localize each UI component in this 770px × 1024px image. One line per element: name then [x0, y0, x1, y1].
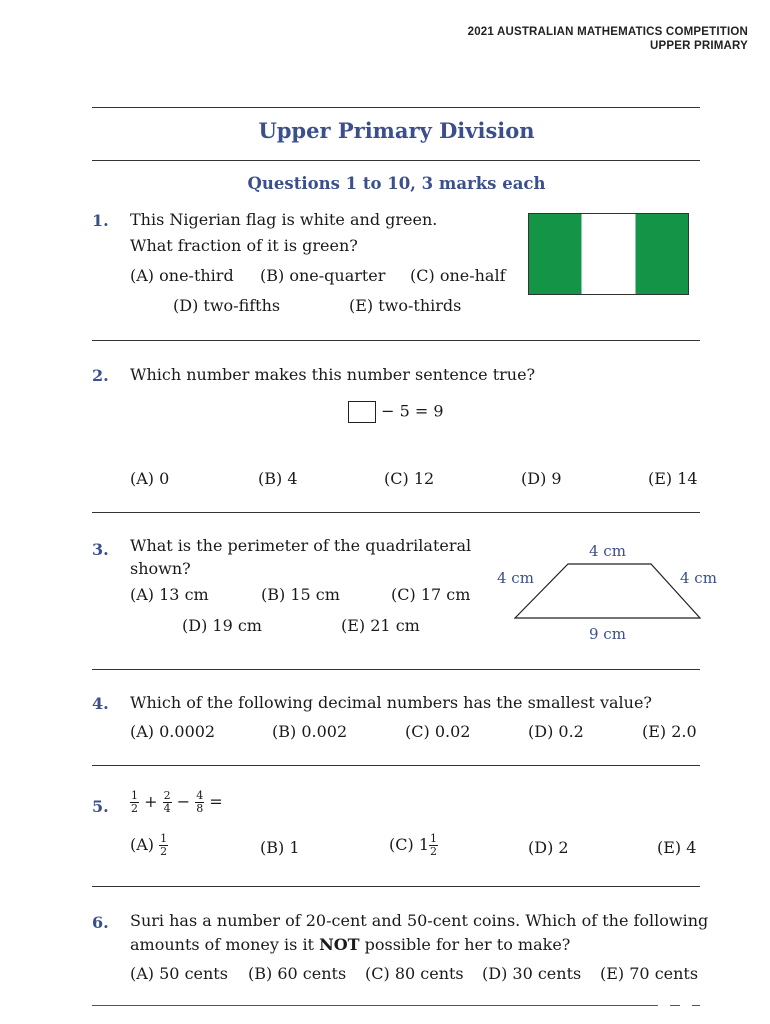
question-text-line1: Suri has a number of 20-cent and 50-cent coins. Which of the following — [130, 911, 709, 930]
question-number: 3. — [92, 540, 109, 559]
question-text-line2: amounts of money is it NOT possible for her to make? — [130, 935, 571, 954]
question-text-line2: shown? — [130, 559, 191, 578]
option-a: (A) 13 cm — [130, 585, 209, 604]
divider-dash — [692, 1005, 700, 1006]
option-d: (D) 2 — [528, 838, 569, 857]
divider — [92, 107, 700, 108]
option-c: (C) one-half — [410, 266, 506, 285]
question-text-line2: What fraction of it is green? — [130, 236, 358, 255]
option-a: (A) 0.0002 — [130, 722, 216, 741]
flag-green-band-right — [636, 214, 689, 295]
option-e: (E) two-thirds — [349, 296, 462, 315]
option-d: (D) 9 — [521, 469, 562, 488]
option-a: (A) one-third — [130, 266, 234, 285]
flag-white-band — [582, 214, 636, 295]
trapezoid-diagram — [505, 555, 710, 625]
question-text: Which number makes this number sentence true? — [130, 365, 536, 384]
option-d: (D) two-fifths — [173, 296, 281, 315]
option-b: (B) 0.002 — [272, 722, 348, 741]
option-d: (D) 30 cents — [482, 964, 582, 983]
question-text: Which of the following decimal numbers has the smallest value? — [130, 693, 652, 712]
option-c: (C) 80 cents — [365, 964, 464, 983]
division-title: Upper Primary Division — [258, 118, 535, 143]
option-a: (A) 0 — [130, 469, 170, 488]
option-d: (D) 0.2 — [528, 722, 584, 741]
option-c: (C) 12 — [384, 469, 435, 488]
divider — [92, 1005, 658, 1006]
nigerian-flag-icon — [528, 213, 690, 295]
header-title: 2021 AUSTRALIAN MATHEMATICS COMPETITION — [467, 26, 748, 38]
question-number: 5. — [92, 797, 109, 816]
question-text-line1: This Nigerian flag is white and green. — [130, 210, 438, 229]
question-text-line1: What is the perimeter of the quadrilateral — [130, 536, 472, 555]
fraction: $\frac{1}{2}$ — [430, 832, 437, 858]
header-subtitle: UPPER PRIMARY — [649, 40, 748, 52]
option-d: (D) 19 cm — [182, 616, 262, 635]
option-b: (B) 60 cents — [248, 964, 347, 983]
option-e: (E) 70 cents — [600, 964, 699, 983]
question-number: 1. — [92, 211, 109, 230]
section-title: Questions 1 to 10, 3 marks each — [247, 174, 546, 193]
minus-sign: − — [176, 792, 191, 811]
option-b: (B) 4 — [258, 469, 298, 488]
option-b: (B) 15 cm — [261, 585, 340, 604]
divider — [92, 512, 700, 513]
divider — [92, 669, 700, 670]
trapezoid-shape — [515, 564, 700, 618]
divider-dash — [670, 1005, 680, 1006]
divider — [92, 160, 700, 161]
option-c: (C) 1 $\frac{1}{2}$ — [389, 832, 437, 858]
option-b: (B) one-quarter — [260, 266, 386, 285]
question-number: 4. — [92, 694, 109, 713]
fraction: $\frac{1}{2}$ — [131, 789, 138, 815]
plus-sign: + — [144, 792, 158, 811]
fraction: $\frac{4}{8}$ — [196, 789, 204, 815]
question-number: 2. — [92, 366, 109, 385]
option-e: (E) 2.0 — [642, 722, 697, 741]
flag-green-band-left — [529, 214, 582, 295]
equals-sign: = — [209, 792, 223, 811]
number-sentence — [348, 401, 444, 423]
option-c: (C) 17 cm — [391, 585, 471, 604]
equation-text: − 5 = 9 — [381, 401, 444, 421]
option-c: (C) 0.02 — [405, 722, 471, 741]
label-bottom-side: 9 cm — [589, 625, 626, 643]
competition-header — [468, 25, 748, 53]
label-left-side: 4 cm — [497, 569, 534, 587]
label-top-side: 4 cm — [589, 542, 626, 560]
option-b: (B) 1 — [260, 838, 300, 857]
label-right-side: 4 cm — [680, 569, 717, 587]
option-e: (E) 21 cm — [341, 616, 420, 635]
divider — [92, 886, 700, 887]
fraction: $\frac{1}{2}$ — [160, 832, 168, 858]
option-a: (A) 50 cents — [130, 964, 228, 983]
divider — [92, 765, 700, 766]
option-a: (A) $\frac{1}{2}$ — [130, 832, 168, 858]
blank-box-icon — [348, 401, 376, 423]
option-e: (E) 4 — [657, 838, 697, 857]
option-e: (E) 14 — [648, 469, 698, 488]
fraction: $\frac{2}{4}$ — [163, 789, 171, 815]
fraction-expression — [130, 790, 223, 815]
emphasis-not: NOT — [319, 935, 360, 954]
divider — [92, 340, 700, 341]
question-number: 6. — [92, 913, 109, 932]
